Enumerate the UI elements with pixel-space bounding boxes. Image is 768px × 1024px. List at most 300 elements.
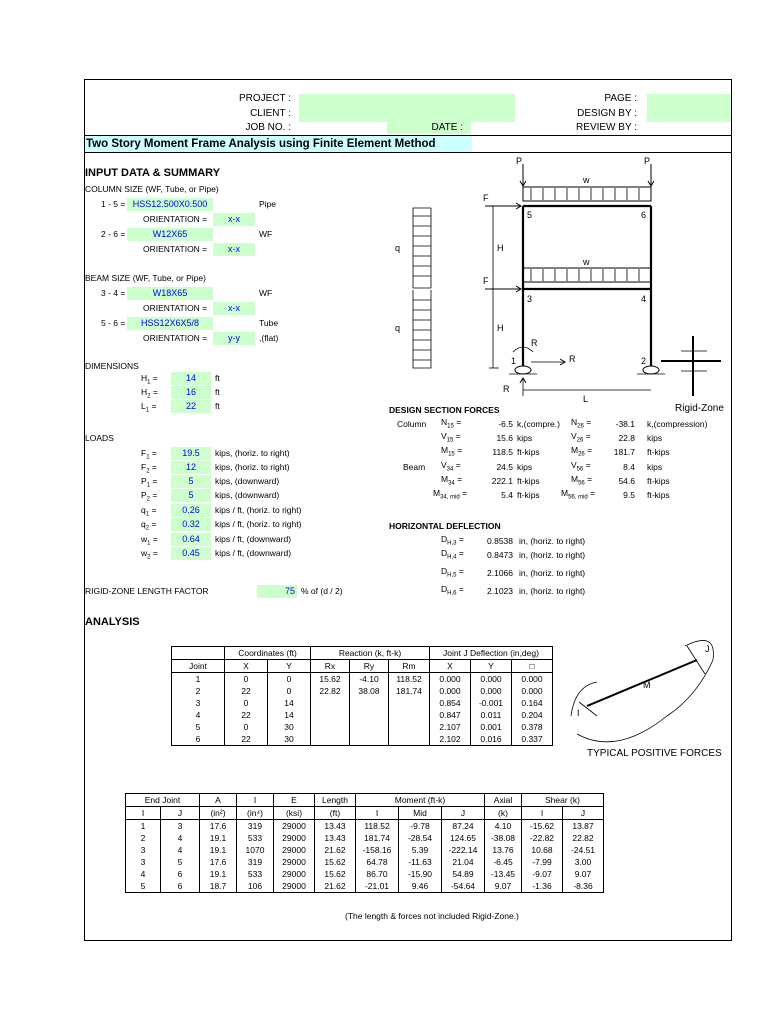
m15-unit: ft-kips [517,447,540,457]
table-cell: -9.07 [522,868,563,880]
w1-label: $w_1$ = [141,534,158,547]
review-by-label: REVIEW BY : [576,122,637,133]
table-cell: 15.62 [311,673,350,686]
table-cell: 19.1 [200,868,237,880]
h2-input[interactable]: 16 [171,386,211,399]
reaction-header: Reaction (k, ft-k) [311,647,430,660]
table-cell: -28.54 [399,832,442,844]
v56-label: $V_{56}$ = [571,460,591,473]
q2-tag: q [395,243,401,253]
table-cell: 13.43 [315,832,356,844]
w1-input[interactable]: 0.64 [171,533,211,546]
table-cell: 1070 [237,844,274,856]
table-cell: 13.76 [485,844,522,856]
table-cell: 3 [161,820,200,833]
m56-label: $M_{56}$ = [571,474,593,487]
design-forces-heading: DESIGN SECTION FORCES [389,405,500,415]
table-cell: 124.65 [442,832,485,844]
h1-unit: ft [215,373,220,383]
member-col-header: J [563,807,604,820]
v56-value: 8.4 [623,462,635,472]
coord-header: Coordinates (ft) [225,647,311,660]
table-cell: 1 [172,673,225,686]
table-cell: 5 [161,856,200,868]
table-cell: 29000 [274,832,315,844]
v34-label: $V_{34}$ = [441,460,461,473]
column-label: Column [397,419,427,429]
table-cell: 29000 [274,868,315,880]
table-cell [350,721,389,733]
v26-label: $V_{26}$ = [571,431,591,444]
table-cell: 10.68 [522,844,563,856]
table-cell: 0 [225,721,268,733]
table-row [172,721,553,733]
d13-unit: in, (horiz. to right) [519,536,586,546]
col26-type: WF [259,229,273,239]
m34mid-unit: ft-kips [517,490,540,500]
beam56-type: Tube [259,318,279,328]
table-row [126,832,604,844]
table-cell: 86.70 [356,868,399,880]
table-cell: 106 [237,880,274,893]
table-cell: -15.62 [522,820,563,833]
n15-value: -6.5 [498,419,513,429]
member-group-header: Length [315,794,356,807]
v56-unit: kips [647,462,663,472]
p1-unit: kips, (downward) [215,476,280,486]
table-cell [389,733,430,746]
project-client-field[interactable] [299,94,515,122]
member-table-note: (The length & forces not included Rigid-Zone.) [345,911,519,921]
table-cell: -21.01 [356,880,399,893]
member-table [125,793,604,893]
d24-value: 0.8473 [487,550,513,560]
member-group-header: Moment (ft-k) [356,794,485,807]
h1-input[interactable]: 14 [171,372,211,385]
h2-unit: ft [215,387,220,397]
member-col-header: Mid [399,807,442,820]
p1-label: $P_1$ = [141,476,158,489]
joint-col-header: Y [471,660,512,673]
rigid-zone-label: RIGID-ZONE LENGTH FACTOR [85,586,209,596]
analysis-heading: ANALYSIS [85,616,140,628]
table-cell [311,721,350,733]
table-cell: 22.82 [311,685,350,697]
member-group-header: Axial [485,794,522,807]
table-cell: -24.51 [563,844,604,856]
table-row [172,685,553,697]
page-design-field[interactable] [647,94,731,122]
p2-unit: kips, (downward) [215,490,280,500]
table-row [126,844,604,856]
member-col-header: (k) [485,807,522,820]
table-cell: 0.378 [512,721,553,733]
typical-mmid-tag: M [643,680,651,690]
table-cell: -158.16 [356,844,399,856]
m34-unit: ft-kips [517,476,540,486]
table-cell: -7.99 [522,856,563,868]
member-col-header: (ft) [315,807,356,820]
p2-label: $P_2$ = [141,490,158,503]
w2-tag: w [583,175,590,185]
table-cell: 30 [268,721,311,733]
q2-label: $q_2$ = [141,519,157,532]
member-col-header: I [522,807,563,820]
member-col-header: (in⁴) [237,807,274,820]
dimensions-label: DIMENSIONS [85,361,139,371]
m26-value: 181.7 [613,447,635,457]
table-cell: 14 [268,709,311,721]
m26-label: $M_{26}$ = [571,445,593,458]
h1-tag: H [497,323,504,333]
table-cell: 2 [172,685,225,697]
rigid-zone-tag: Rigid-Zone [675,403,724,414]
table-cell: 181.74 [356,832,399,844]
table-cell: 22 [225,709,268,721]
table-row [126,856,604,868]
joint5-tag: 5 [527,210,533,220]
m56mid-unit: ft-kips [647,490,670,500]
d46-value: 2.1023 [487,586,513,596]
m34-label: $M_{34}$ = [441,474,463,487]
joint-col-header: □ [512,660,553,673]
joint-col-header: Joint [172,660,225,673]
f1-label: $F_1$ = [141,448,157,461]
table-row [126,880,604,893]
n26-value: -38.1 [615,419,635,429]
n15-label: $N_{15}$ = [441,417,462,430]
loads-label: LOADS [85,433,114,443]
joint-col-header: Rm [389,660,430,673]
deflection-heading: HORIZONTAL DEFLECTION [389,521,501,531]
table-cell: 87.24 [442,820,485,833]
p2-tag: P [644,156,651,166]
beam34-input[interactable]: W18X65 [127,287,213,300]
page-label: PAGE : [604,93,637,104]
table-cell: 4 [126,868,161,880]
typical-forces-diagram [557,616,733,766]
d13-value: 0.8538 [487,536,513,546]
q1-input[interactable]: 0.26 [171,504,211,517]
table-cell: 0.011 [471,709,512,721]
table-cell: 0 [268,673,311,686]
table-cell: 17.6 [200,856,237,868]
col15-orient-input[interactable]: x-x [213,213,255,226]
beam-size-label: BEAM SIZE (WF, Tube, or Pipe) [85,273,206,283]
table-cell: 19.1 [200,832,237,844]
h1-label: $H_1$ = [141,373,158,386]
table-cell [389,697,430,709]
d46-label: $D_{H,6}$ = [441,584,464,597]
member-col-header: (in²) [200,807,237,820]
table-cell [311,709,350,721]
table-cell: 4 [161,844,200,856]
col15-orient-label: ORIENTATION = [143,214,208,224]
col26-input[interactable]: W12X65 [127,228,213,241]
table-cell: -54.64 [442,880,485,893]
table-cell: 2 [126,832,161,844]
table-cell: 0.000 [430,685,471,697]
l1-label: $L_1$ = [141,401,157,414]
f1-unit: kips, (horiz. to right) [215,448,290,458]
m34mid-label: $M_{34, mid}$ = [433,488,468,501]
date-label: DATE : [431,122,463,133]
m56mid-value: 9.5 [623,490,635,500]
table-cell: 0.854 [430,697,471,709]
col15-input[interactable]: HSS12.500X0.500 [127,198,213,211]
v15-unit: kips [517,433,533,443]
joint-col-header: Y [268,660,311,673]
l1-input[interactable]: 22 [171,400,211,413]
beam56-note: ,(flat) [259,333,279,343]
table-cell: 181.74 [389,685,430,697]
design-by-label: DESIGN BY : [577,108,637,119]
typical-i-tag: I [577,708,580,718]
input-heading: INPUT DATA & SUMMARY [85,167,221,179]
joint-col-header: X [430,660,471,673]
table-cell: -0.001 [471,697,512,709]
col26-orient-label: ORIENTATION = [143,244,208,254]
table-cell: 0.001 [471,721,512,733]
table-row [126,820,604,833]
table-cell: -9.78 [399,820,442,833]
beam56-input[interactable]: HSS12X6X5/8 [127,317,213,330]
l1-unit: ft [215,401,220,411]
m26-unit: ft-kips [647,447,670,457]
table-cell: 38.08 [350,685,389,697]
f1-tag: F [483,276,489,286]
member-group-header: I [237,794,274,807]
typical-forces-label: TYPICAL POSITIVE FORCES [587,748,722,759]
joint-col-header: Rx [311,660,350,673]
column-size-label: COLUMN SIZE (WF, Tube, or Pipe) [85,184,219,194]
joint-corner [172,647,225,660]
joint4-tag: 4 [641,294,647,304]
v34-value: 24.5 [496,462,513,472]
table-cell: -6.45 [485,856,522,868]
table-cell: 6 [161,868,200,880]
w1-unit: kips / ft, (downward) [215,534,292,544]
col26-label: 2 - 6 = [101,229,126,239]
table-cell: 29000 [274,856,315,868]
m56-value: 54.6 [618,476,635,486]
h2-label: $H_2$ = [141,387,158,400]
d24-label: $D_{H,4}$ = [441,548,464,561]
table-cell: 533 [237,868,274,880]
v15-label: $V_{15}$ = [441,431,461,444]
table-cell: 19.1 [200,844,237,856]
joint1-tag: 1 [511,356,517,366]
table-cell: -11.63 [399,856,442,868]
table-cell: 22 [225,733,268,746]
table-cell [350,697,389,709]
table-cell [311,733,350,746]
member-group-header: A [200,794,237,807]
table-cell: 3 [172,697,225,709]
rigid-zone-unit: % of (d / 2) [301,586,343,596]
table-cell: -15.90 [399,868,442,880]
rm-tag: R [531,338,538,348]
beam34-label: 3 - 4 = [101,288,126,298]
m56-unit: ft-kips [647,476,670,486]
table-cell: -38.08 [485,832,522,844]
table-cell: -22.82 [522,832,563,844]
table-cell: 0.000 [471,673,512,686]
m56mid-label: $M_{56, mid}$ = [561,488,596,501]
table-cell [311,697,350,709]
f2-input[interactable]: 12 [171,461,211,474]
joint-col-header: X [225,660,268,673]
member-col-header: I [356,807,399,820]
member-col-header: I [126,807,161,820]
table-cell: 0 [225,673,268,686]
table-cell: 3 [126,856,161,868]
table-cell: 14 [268,697,311,709]
table-cell: 30 [268,733,311,746]
v15-value: 15.6 [496,433,513,443]
table-cell: 4 [161,832,200,844]
beam34-orient-input[interactable]: x-x [213,302,255,315]
m15-label: $M_{15}$ = [441,445,463,458]
w2-input[interactable]: 0.45 [171,547,211,560]
f2-unit: kips, (horiz. to right) [215,462,290,472]
col15-type: Pipe [259,199,277,209]
table-cell: 2.107 [430,721,471,733]
f2-label: $F_2$ = [141,462,157,475]
deflection-header: Joint J Deflection (in,deg) [430,647,553,660]
table-cell: 17.6 [200,820,237,833]
table-cell: 3 [126,844,161,856]
d35-label: $D_{H,5}$ = [441,566,464,579]
table-cell: 3.00 [563,856,604,868]
beam34-type: WF [259,288,273,298]
member-group-header: E [274,794,315,807]
table-cell: 29000 [274,820,315,833]
d24-unit: in, (horiz. to right) [519,550,586,560]
table-cell: 9.46 [399,880,442,893]
h2-tag: H [497,243,504,253]
span-tag: L [583,394,589,404]
beam56-label: 5 - 6 = [101,318,126,328]
table-cell: 9.07 [563,868,604,880]
n26-label: $N_{26}$ = [571,417,592,430]
table-cell: -4.10 [350,673,389,686]
table-cell: 21.04 [442,856,485,868]
table-cell: 2.102 [430,733,471,746]
member-group-header: End Joint [126,794,200,807]
joint3-tag: 3 [527,294,533,304]
table-cell: 15.62 [315,856,356,868]
sheet-title: Two Story Moment Frame Analysis using Finite Element Method [85,136,472,152]
table-cell: -8.36 [563,880,604,893]
table-row [172,697,553,709]
job-label: JOB NO. : [245,122,291,133]
member-col-header: J [442,807,485,820]
d35-value: 2.1066 [487,568,513,578]
beam-label: Beam [403,462,426,472]
table-cell: 29000 [274,880,315,893]
table-cell: 319 [237,856,274,868]
m15-value: 118.5 [492,447,513,457]
p1-tag: P [516,156,523,166]
table-cell: 319 [237,820,274,833]
table-cell: 21.62 [315,844,356,856]
member-group-header: Shear (k) [522,794,604,807]
table-cell: 6 [161,880,200,893]
table-cell: 0.847 [430,709,471,721]
beam56-orient-label: ORIENTATION = [143,333,208,343]
v34-unit: kips [517,462,533,472]
m34-value: 222.1 [491,476,513,486]
q1-tag: q [395,323,401,333]
q2-unit: kips / ft, (horiz. to right) [215,519,302,529]
table-row [172,709,553,721]
table-cell: -13.45 [485,868,522,880]
table-cell [350,709,389,721]
table-cell: 1 [126,820,161,833]
col15-label: 1 - 5 = [101,199,126,209]
table-row [126,868,604,880]
table-cell: 29000 [274,844,315,856]
beam56-orient-input[interactable]: y-y [213,332,255,345]
table-cell: 0 [268,685,311,697]
table-cell: 22 [225,685,268,697]
joint-table [171,646,553,746]
m34mid-value: 5.4 [501,490,513,500]
joint2-tag: 2 [641,356,647,366]
col26-orient-input[interactable]: x-x [213,243,255,256]
p2-input[interactable]: 5 [171,489,211,502]
table-cell: 15.62 [315,868,356,880]
q1-label: $q_1$ = [141,505,157,518]
d46-unit: in, (horiz. to right) [519,586,586,596]
n15-unit: k,(compre.) [517,419,560,429]
table-cell: 0.204 [512,709,553,721]
table-cell: 54.89 [442,868,485,880]
table-cell: 0.337 [512,733,553,746]
table-cell: 21.62 [315,880,356,893]
q1-unit: kips / ft, (horiz. to right) [215,505,302,515]
w2-unit: kips / ft, (downward) [215,548,292,558]
table-row [172,733,553,746]
project-label: PROJECT : [238,93,291,104]
table-cell: 13.87 [563,820,604,833]
w1-tag: w [583,257,590,267]
rigid-zone-input[interactable]: 75 [257,585,297,598]
p1-input[interactable]: 5 [171,475,211,488]
n26-unit: k,(compression) [647,419,708,429]
table-cell: 5.39 [399,844,442,856]
table-cell: 6 [172,733,225,746]
w2-label: $w_2$ = [141,548,158,561]
joint6-tag: 6 [641,210,647,220]
ry-tag: R [503,384,510,394]
q2-input[interactable]: 0.32 [171,518,211,531]
f2-tag: F [483,193,489,203]
table-cell: 5 [126,880,161,893]
table-cell: 64.78 [356,856,399,868]
typical-j-tag: J [705,644,710,654]
beam34-orient-label: ORIENTATION = [143,303,208,313]
table-cell: 13.43 [315,820,356,833]
worksheet [84,79,732,941]
table-cell: 0.000 [512,685,553,697]
v26-value: 22.8 [618,433,635,443]
table-cell: 118.52 [389,673,430,686]
table-cell: 0.000 [430,673,471,686]
table-row [172,673,553,686]
f1-input[interactable]: 19.5 [171,447,211,460]
